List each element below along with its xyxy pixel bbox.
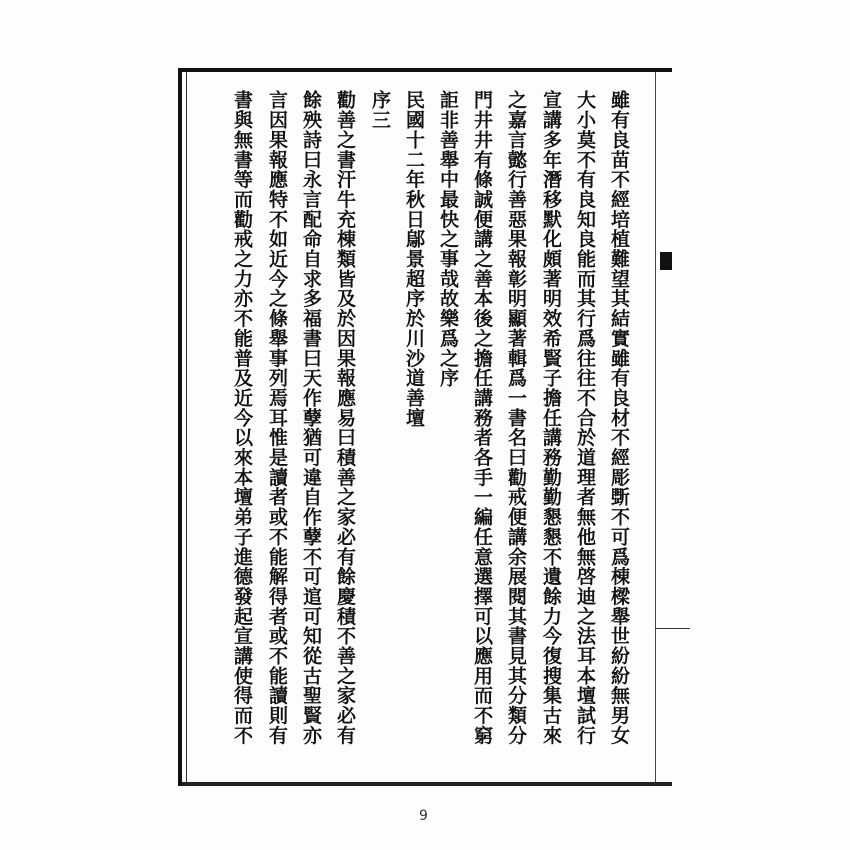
- text-column: 詎非善舉中最快之事哉故樂爲之序: [437, 90, 459, 388]
- section-heading: 序三: [369, 90, 391, 130]
- text-column: 宣講多年潛移默化頗著明效希賢子擔任講務勤勤懇懇不遺餘力今復搜集古來: [540, 90, 562, 746]
- signature-column: 民國十二年秋日鄔景超序於川沙道善壇: [403, 90, 425, 428]
- text-column: 言因果報應特不如近今之條舉事列焉耳惟是讀者或不能解得者或不能讀則有: [266, 90, 288, 746]
- frame-border-left: [178, 68, 182, 786]
- frame-border-top: [178, 68, 672, 72]
- text-column: 大小莫不有良知良能而其行爲往往不合於道理者無他無啓迪之法耳本壇試行: [574, 90, 596, 746]
- margin-tick-mark: [655, 628, 690, 629]
- frame-border-left-inner: [186, 72, 187, 782]
- frame-border-bottom: [178, 782, 672, 786]
- text-column: 雖有良苗不經培植難望其結實雖有良材不經彫斲不可爲棟樑舉世紛紛無男女: [608, 90, 630, 746]
- text-column: 書與無書等而勸戒之力亦不能普及近今以來本壇弟子進德發起宣講使得而不: [231, 90, 253, 746]
- text-column: 勸善之書汗牛充棟類皆及於因果報應易曰積善之家必有餘慶積不善之家必有: [334, 90, 356, 746]
- page-number: 9: [419, 808, 428, 824]
- margin-tab-mark: [660, 252, 672, 270]
- text-column: 門井井有條誠便講之善本後之擔任講務者各手一編任意選擇可以應用而不窮: [471, 90, 493, 746]
- text-column: 餘殃詩曰永言配命自求多福書曰天作孽猶可違自作孽不可逭可知從古聖賢亦: [300, 90, 322, 746]
- text-column: 之嘉言懿行善惡果報彰明顯著輯爲一書名曰勸戒便講余展閱其書見其分類分: [505, 90, 527, 746]
- frame-border-right: [655, 72, 656, 782]
